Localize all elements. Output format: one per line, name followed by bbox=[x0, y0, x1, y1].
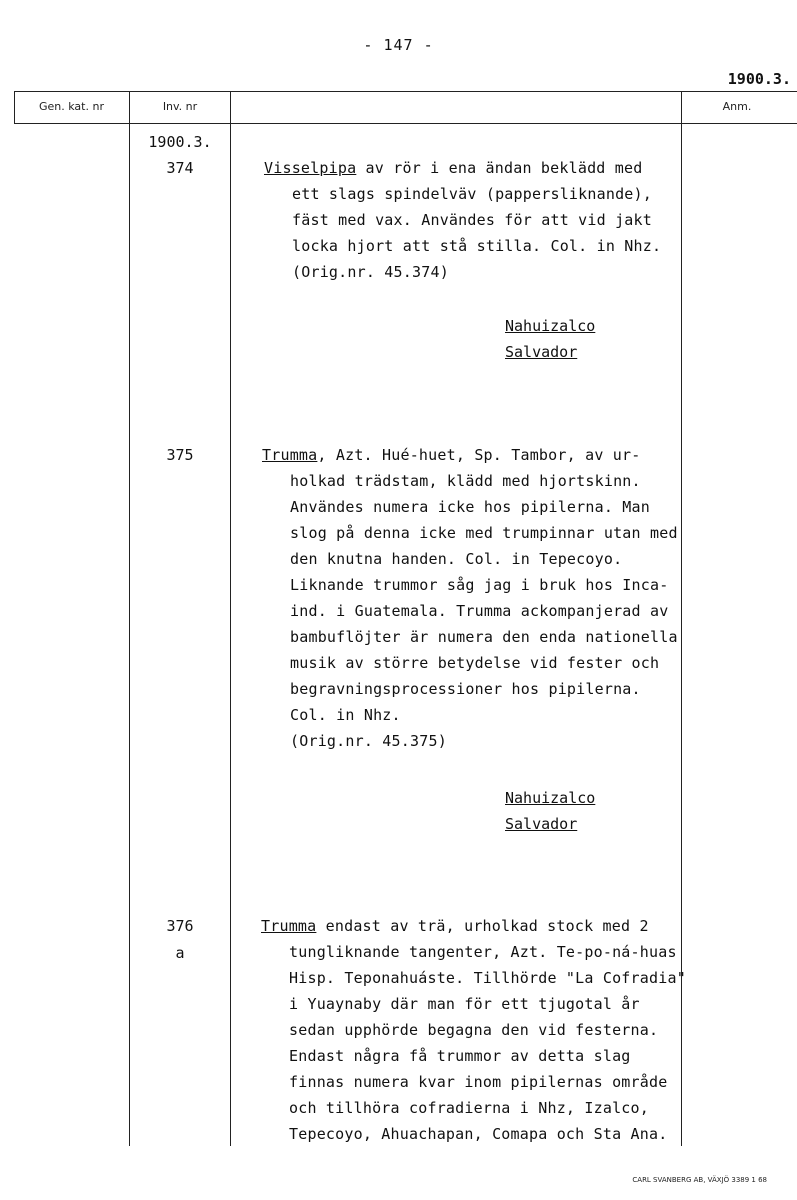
inv-number: 376 bbox=[166, 917, 194, 935]
entry-line: finnas numera kvar inom pipilernas område bbox=[289, 1073, 668, 1091]
column-divider-3 bbox=[681, 91, 682, 1146]
entry-line: ett slags spindelväv (pappersliknande), bbox=[292, 185, 652, 203]
entry-first-line bbox=[262, 446, 640, 464]
country-name: Salvador bbox=[505, 815, 578, 833]
header-bottom-rule bbox=[14, 123, 797, 124]
column-header-gen-kat-nr: Gen. kat. nr bbox=[39, 100, 104, 113]
inv-sub-letter: a bbox=[175, 944, 185, 962]
entry-line: Användes numera icke hos pipilerna. Man bbox=[290, 498, 650, 516]
column-divider-1 bbox=[129, 91, 130, 1146]
entry-text: av rör i ena ändan beklädd med bbox=[356, 159, 643, 177]
entry-line: och tillhöra cofradierna i Nhz, Izalco, bbox=[289, 1099, 649, 1117]
column-divider-2 bbox=[230, 91, 231, 1146]
entry-line: (Orig.nr. 45.375) bbox=[290, 732, 447, 750]
inv-series-header: 1900.3. bbox=[148, 133, 212, 151]
entry-line: Col. in Nhz. bbox=[290, 706, 401, 724]
printer-footer: CARL SVANBERG AB, VÄXJÖ 3389 1 68 bbox=[632, 1176, 767, 1184]
place-name: Nahuizalco bbox=[505, 317, 596, 335]
entry-line: tungliknande tangenter, Azt. Te-po-ná-huas bbox=[289, 943, 677, 961]
accession-number-top: 1900.3. bbox=[727, 70, 791, 88]
place-name: Nahuizalco bbox=[505, 789, 596, 807]
entry-line: Liknande trummor såg jag i bruk hos Inca- bbox=[290, 576, 669, 594]
entry-line: fäst med vax. Användes för att vid jakt bbox=[292, 211, 652, 229]
page-number: - 147 - bbox=[363, 36, 434, 54]
country-name: Salvador bbox=[505, 343, 578, 361]
entry-first-line bbox=[264, 159, 642, 177]
entry-line: Endast några få trummor av detta slag bbox=[289, 1047, 631, 1065]
object-term: Trumma bbox=[262, 446, 318, 464]
entry-line: holkad trädstam, klädd med hjortskinn. bbox=[290, 472, 641, 490]
object-term: Visselpipa bbox=[264, 159, 357, 177]
column-header-inv-nr: Inv. nr bbox=[162, 100, 198, 113]
inv-number: 374 bbox=[166, 159, 194, 177]
entry-line: bambuflöjter är numera den enda nationella bbox=[290, 628, 678, 646]
object-term: Trumma bbox=[261, 917, 317, 935]
entry-line: (Orig.nr. 45.374) bbox=[292, 263, 449, 281]
entry-text: , Azt. Hué-huet, Sp. Tambor, av ur- bbox=[317, 446, 641, 464]
entry-line: musik av större betydelse vid fester och bbox=[290, 654, 660, 672]
entry-line: slog på denna icke med trumpinnar utan med bbox=[290, 524, 678, 542]
column-header-anm: Anm. bbox=[722, 100, 752, 113]
entry-line: sedan upphörde begagna den vid festerna. bbox=[289, 1021, 659, 1039]
entry-line: ind. i Guatemala. Trumma ackompanjerad av bbox=[290, 602, 669, 620]
entry-line: i Yuaynaby där man för ett tjugotal år bbox=[289, 995, 640, 1013]
entry-line: den knutna handen. Col. in Tepecoyo. bbox=[290, 550, 623, 568]
entry-line: Tepecoyo, Ahuachapan, Comapa och Sta Ana. bbox=[289, 1125, 668, 1143]
inv-number: 375 bbox=[166, 446, 194, 464]
entry-line: Hisp. Teponahuáste. Tillhörde "La Cofradia" bbox=[289, 969, 686, 987]
entry-first-line bbox=[261, 917, 649, 935]
entry-text: endast av trä, urholkad stock med 2 bbox=[316, 917, 649, 935]
entry-line: locka hjort att stå stilla. Col. in Nhz. bbox=[292, 237, 662, 255]
entry-line: begravningsprocessioner hos pipilerna. bbox=[290, 680, 641, 698]
